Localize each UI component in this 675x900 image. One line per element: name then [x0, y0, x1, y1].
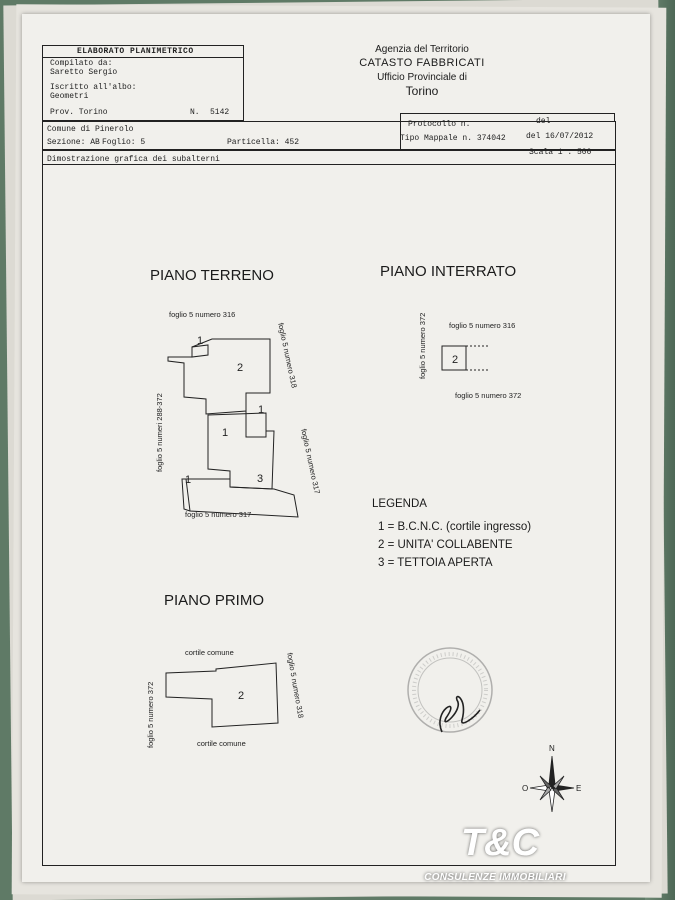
interrato-unit-2: 2: [452, 354, 459, 366]
interrato-plan: [440, 340, 490, 380]
legend-item-2: 2 = UNITA' COLLABENTE: [378, 539, 513, 551]
iscritto-value: Geometri: [50, 92, 89, 101]
tc-logo-subtitle: CONSULENZE IMMOBILIARI: [424, 872, 566, 883]
interrato-label-bottom: foglio 5 numero 372: [455, 391, 522, 400]
primo-label-bottom: cortile comune: [197, 739, 246, 748]
compass: [522, 744, 582, 814]
legend-title: LEGENDA: [372, 498, 427, 510]
primo-label-right: foglio 5 numero 318: [285, 652, 306, 719]
tipo-mappale: Tipo Mappale n. 374042: [400, 134, 506, 143]
terreno-unit-2: 2: [237, 362, 244, 374]
terreno-unit-1b: 1: [258, 404, 265, 416]
scala: Scala 1 : 500: [529, 148, 592, 157]
tc-logo: T&C: [460, 822, 540, 864]
terreno-label-right-bottom: foglio 5 numero 317: [299, 428, 322, 495]
terreno-label-left: foglio 5 numeri 288-372: [155, 393, 164, 472]
terreno-unit-1c: 1: [222, 427, 229, 439]
terreno-unit-1a: 1: [197, 335, 204, 347]
interrato-label-left: foglio 5 numero 372: [418, 312, 427, 379]
piano-interrato-title: PIANO INTERRATO: [380, 263, 517, 280]
legend-item-1: 1 = B.C.N.C. (cortile ingresso): [378, 521, 532, 533]
primo-plan: [162, 659, 282, 729]
primo-unit-2: 2: [238, 690, 245, 702]
agency-line2: CATASTO FABBRICATI: [359, 57, 485, 69]
prov-label: Prov. Torino: [50, 108, 108, 117]
primo-label-top: cortile comune: [185, 648, 234, 657]
n-label: N.: [190, 108, 200, 117]
foglio: Foglio: 5: [102, 138, 146, 147]
iscritto-label: Iscritto all'albo:: [50, 83, 137, 92]
piano-terreno-title: PIANO TERRENO: [150, 267, 274, 284]
agency-line4: Torino: [405, 84, 439, 98]
particella: Particella: 452: [227, 138, 300, 147]
n-value: 5142: [210, 108, 230, 117]
dimostrazione: Dimostrazione grafica dei subalterni: [47, 155, 220, 164]
compilato-label: Compilato da:: [50, 59, 113, 68]
agency-line1: Agenzia del Territorio: [375, 44, 469, 55]
agency-line3: Ufficio Provinciale di: [377, 72, 467, 83]
interrato-label-top: foglio 5 numero 316: [449, 321, 516, 330]
elaborato-title: ELABORATO PLANIMETRICO: [77, 47, 194, 56]
compass-n: N: [549, 744, 555, 753]
primo-label-left: foglio 5 numero 372: [146, 681, 155, 748]
sezione: Sezione: AB: [47, 138, 100, 147]
compilato-name: Saretto Sergio: [50, 68, 118, 77]
terreno-label-top: foglio 5 numero 316: [169, 310, 236, 319]
compass-e: E: [576, 784, 582, 793]
official-stamp: [402, 640, 502, 740]
terreno-label-right-top: foglio 5 numero 318: [276, 322, 299, 389]
del-2: del 16/07/2012: [526, 132, 594, 141]
terreno-label-bottom: foglio 5 numero 317: [185, 510, 252, 519]
del-1: del: [536, 117, 551, 126]
protocollo: Protocollo n.: [408, 120, 471, 129]
terreno-unit-3: 3: [257, 473, 264, 485]
comune: Comune di Pinerolo: [47, 125, 134, 134]
piano-primo-title: PIANO PRIMO: [164, 592, 265, 609]
terreno-unit-1d: 1: [185, 474, 192, 486]
cadastral-sheet: [22, 14, 650, 882]
compass-o: O: [522, 784, 529, 793]
legend-item-3: 3 = TETTOIA APERTA: [378, 557, 493, 569]
terreno-plan: [162, 319, 302, 519]
